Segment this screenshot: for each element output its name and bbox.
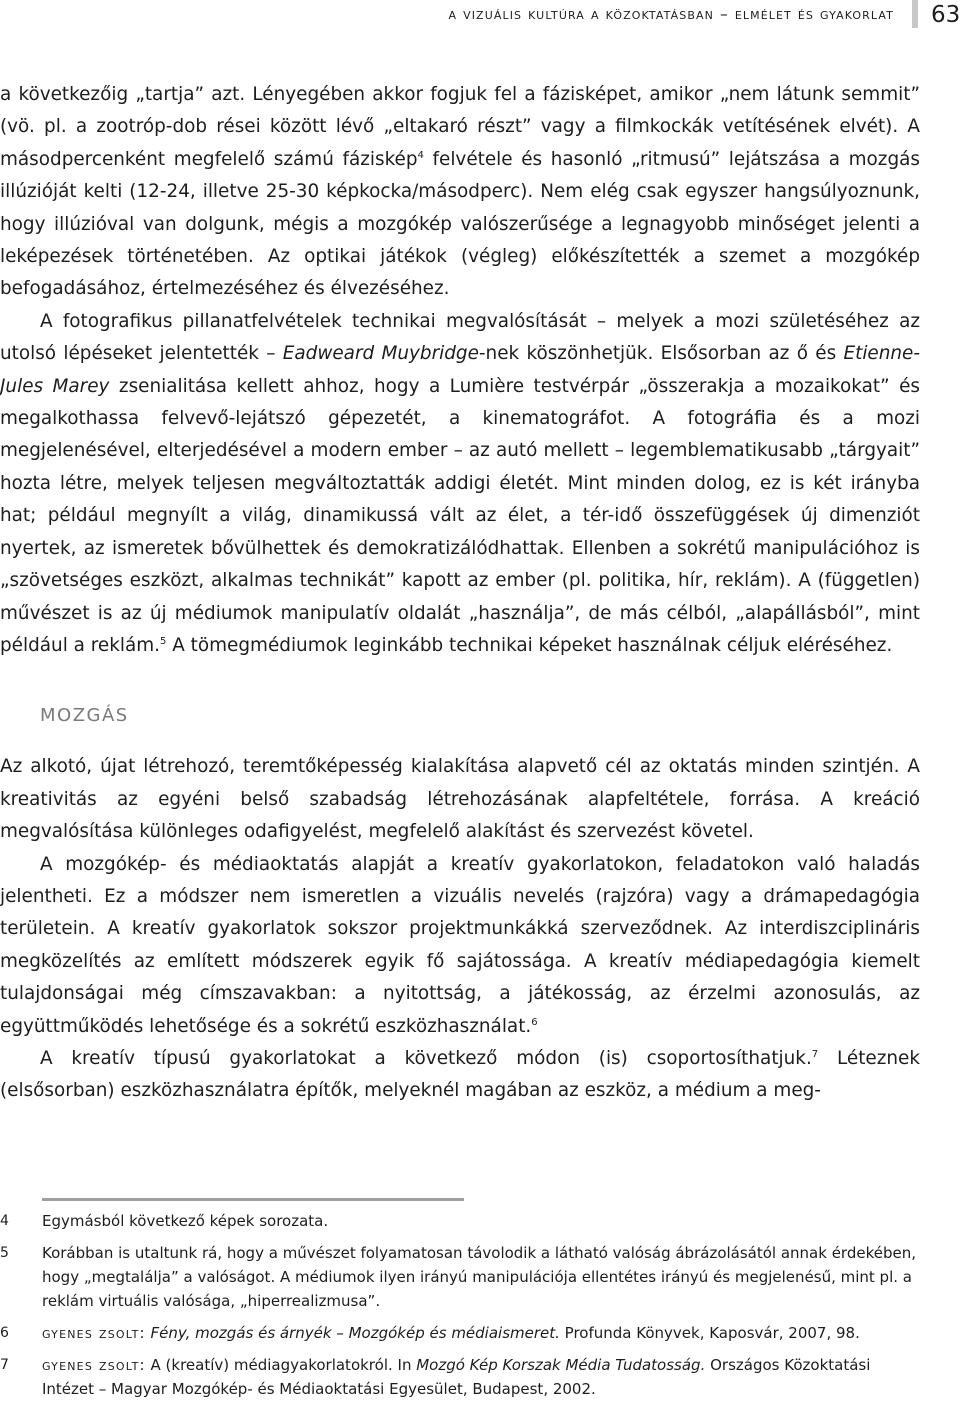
paragraph-1 xyxy=(0,79,920,306)
footnote-4 xyxy=(0,1209,920,1233)
footnote-ref-4: 4 xyxy=(417,149,424,161)
footnote-text: Egymásból következő képek sorozata. xyxy=(42,1212,329,1230)
paragraph-1-text-b: felvétele és hasonló „ritmusú” lejátszása a mozgás illúzióját kelti (12-24, illetve 25-30 képkocka/másodperc). Nem elég csak egyszer hangsúlyoznunk, hogy illúzióval van dolgunk, mégis a mozgókép valószerűsége a legnagyobb minőséget jelenti a leképezések történetében. Az optikai játékok (végleg) előkészítették a szemet a mozgókép befogadásához, értelmezéséhez és élvezéséhez. xyxy=(0,148,920,300)
running-head: a vizuális kultúra a közoktatásban – elmélet és gyakorlat xyxy=(448,5,894,23)
paragraph-5-text-a: A kreatív típusú gyakorlatokat a következő módon (is) csoportosíthatjuk. xyxy=(40,1047,812,1069)
footnote-number: 7 xyxy=(0,1357,9,1373)
paragraph-2-text-d: A tömegmédiumok leginkább technikai képeket használnak céljuk eléréséhez. xyxy=(166,634,893,656)
paragraph-2-text-a: A fotografikus pillanatfelvételek technikai megvalósítását – melyek a mozi születéséhez az utolsó lépéseket jelentették – xyxy=(0,310,920,365)
page-number: 63 xyxy=(931,2,960,28)
footnote-ref-6: 6 xyxy=(531,1016,538,1028)
paragraph-2 xyxy=(0,306,920,662)
footnote-work-title: Mozgó Kép Korszak Média Tudatosság. xyxy=(416,1356,706,1374)
paragraph-4-text: A mozgókép- és médiaoktatás alapját a kreatív gyakorlatokon, feladatokon való haladás jelentheti. Ez a módszer nem ismeretlen a vizuális nevelés (rajzóra) vagy a drámapedagógia területein. A kreatív gyakorlatok sokszor projektmunkákká szerveződnek. Az interdiszciplináris megközelítés az említett módszerek egyik fő sajátossága. A kreatív médiapedagógia kiemelt tulajdonságai még címszavakban: a nyitottság, a játékosság, az érzelmi azonosulás, az együttműködés lehetősége és a sokrétű eszközhasználat. xyxy=(0,853,920,1037)
footnote-publication: Profunda Könyvek, Kaposvár, 2007, 98. xyxy=(559,1324,860,1342)
header-divider xyxy=(912,0,918,28)
footnote-ref-5: 5 xyxy=(160,635,167,647)
footnote-author: gyenes zsolt: xyxy=(42,1324,146,1342)
section-title: mozgás xyxy=(40,698,129,728)
paragraph-1-text-a: a következőig „tartja” azt. Lényegében akkor fogjuk fel a fázisképet, amikor „nem látunk semmit” (vö. pl. a zootróp-dob rései között lévő „eltakaró részt” vagy a filmkockák vetítésének elvét). A másodpercenként megfelelő számú fáziskép xyxy=(0,84,920,170)
footnote-article: A (kreatív) médiagyakorlatokról. In xyxy=(145,1356,417,1374)
paragraph-2-text-b: -nek köszönhetjük. Elsősorban az ő és xyxy=(478,343,844,365)
footnote-5 xyxy=(0,1241,920,1313)
footnote-6 xyxy=(0,1321,920,1345)
page-header xyxy=(0,0,960,34)
body-text xyxy=(0,79,920,1108)
footnote-7 xyxy=(0,1353,920,1401)
paragraph-3: Az alkotó, újat létrehozó, teremtőképesség kialakítása alapvető cél az oktatás minden szintjén. A kreativitás az egyéni belső szabadság létrehozásának alapfeltétele, forrása. A kreáció megvalósítása különleges odafigyelést, megfelelő alakítást és szervezést követel. xyxy=(0,756,920,843)
footnote-text: Korábban is utaltunk rá, hogy a művészet folyamatosan távolodik a látható valóság ábrázolásától annak érdekében, hogy „megtalálja” a valóságot. A médiumok ilyen irányú manipulációja ellentétes irányú és megjelenésű, mint pl. a reklám virtuális valósága, „hiperrealizmusa”. xyxy=(42,1244,916,1310)
footnote-number: 4 xyxy=(0,1213,9,1229)
name-marey: Etienne-Jules Marey xyxy=(0,343,921,397)
footnote-divider xyxy=(42,1198,464,1201)
footnote-number: 6 xyxy=(0,1325,9,1341)
footnote-ref-7: 7 xyxy=(811,1048,819,1060)
footnote-number: 5 xyxy=(0,1245,9,1261)
footnote-author: gyenes zsolt: xyxy=(42,1356,146,1374)
paragraph-2-text-c: zsenialitása kellett ahhoz, hogy a Lumière testvérpár „összerakja a mozaikokat” és megalkothassa felvevő-lejátszó gépezetét, a kinematográfot. A fotográfia és a mozi megjelenésével, elterjedésével a modern ember – az autó mellett – legemblematikusabb „tárgyait” hozta létre, melyek teljesen megváltoztatták addigi életét. Mint minden dolog, ez is két irányba hat; például megnyílt a világ, dinamikussá vált az élet, a tér-idő összefüggések új dimenziót nyertek, az ismeretek bővülhettek és demokratizálódhattak. Ellenben a sokrétű manipulációhoz is „szövetséges eszközt, alkalmas technikát” kapott az ember (pl. politika, hír, reklám). A (független) művészet is az új médiumok manipulatív oldalát „használja”, de más célból, „alapállásból”, mint például a reklám. xyxy=(0,375,920,656)
footnote-publication: Országos Közoktatási Intézet – Magyar Mozgókép- és Médiaoktatási Egyesület, Budapest, 2002. xyxy=(42,1356,871,1398)
paragraph-4 xyxy=(0,849,920,1043)
footnotes xyxy=(0,1209,920,1409)
paragraph-5-text-b: Léteznek (elsősorban) eszközhasználatra építők, melyeknél magában az eszköz, a médium a meg- xyxy=(0,1047,920,1102)
paragraph-5 xyxy=(0,1043,920,1108)
footnote-work-title: Fény, mozgás és árnyék – Mozgókép és médiaismeret. xyxy=(150,1324,560,1342)
name-muybridge: Eadweard Muybridge xyxy=(282,343,479,365)
